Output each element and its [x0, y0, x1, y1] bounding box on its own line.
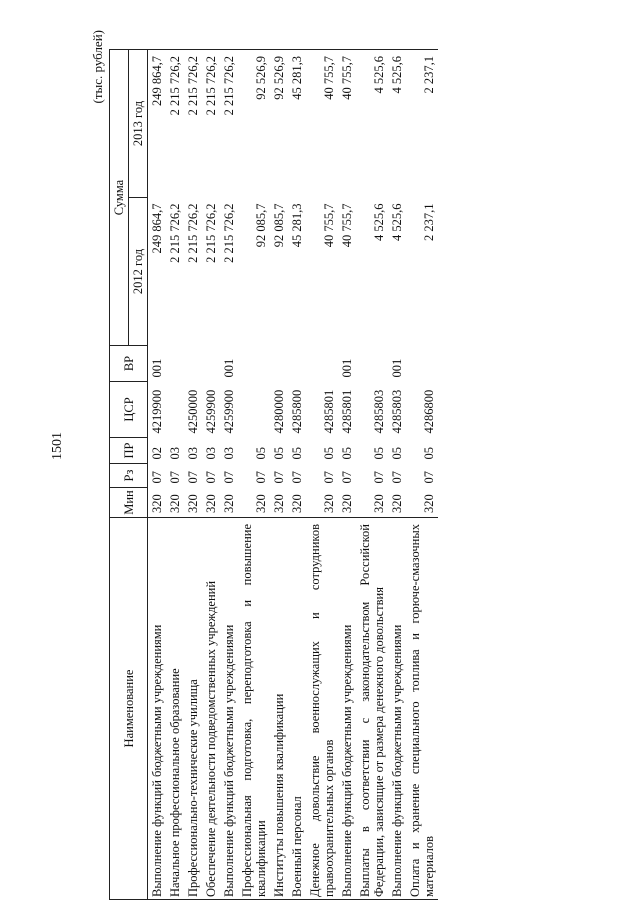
row-pr: 03	[186, 447, 200, 460]
row-rz: 07	[372, 471, 386, 484]
row-vr	[406, 346, 438, 382]
row-vr	[184, 346, 202, 382]
row-2013: 249 864,7	[148, 50, 167, 198]
row-pr: 03	[204, 447, 218, 460]
row-vr	[356, 346, 388, 382]
rotated-page	[87, 30, 547, 900]
row-2012: 2 215 726,2	[168, 203, 182, 263]
row-pr: 05	[290, 447, 304, 460]
header-pr: ПР	[110, 438, 148, 464]
row-2013: 92 526,9	[270, 50, 288, 198]
row-2013: 2 215 726,2	[202, 50, 220, 198]
table-row	[270, 50, 288, 900]
row-pr: 03	[222, 447, 236, 460]
row-pr: 05	[372, 447, 386, 460]
row-rz: 07	[272, 471, 286, 484]
row-min: 320	[290, 494, 304, 513]
row-csr: 4286800	[422, 389, 436, 434]
row-min: 320	[254, 494, 268, 513]
row-min: 320	[204, 494, 218, 513]
row-pr: 05	[254, 447, 268, 460]
row-2013: 2 237,1	[406, 50, 438, 198]
budget-table	[109, 49, 438, 900]
row-rz: 07	[186, 471, 200, 484]
row-pr: 05	[322, 447, 336, 460]
table-row	[220, 50, 238, 900]
row-csr: 4285800	[290, 389, 304, 434]
header-2012: 2012 год	[129, 198, 148, 346]
table-row	[288, 50, 306, 900]
row-2013: 2 215 726,2	[166, 50, 184, 198]
row-min: 320	[150, 494, 164, 513]
row-name: Начальное профессиональное образование	[166, 518, 184, 900]
row-2012: 2 215 726,2	[204, 203, 218, 263]
row-rz: 07	[390, 471, 404, 484]
table-row	[238, 50, 270, 900]
row-csr: 4285803	[372, 389, 386, 434]
row-vr: 001	[390, 358, 404, 378]
row-rz: 07	[340, 471, 354, 484]
row-csr: 4285803	[390, 389, 404, 434]
row-csr: 4285801	[322, 389, 336, 434]
row-name: Выплаты в соответствии с законодательством Российской Федерации, зависящие от размера денежного довольствия	[356, 518, 388, 900]
row-name: Выполнение функций бюджетными учреждениями	[388, 518, 406, 900]
row-min: 320	[340, 494, 354, 513]
row-2013: 2 215 726,2	[220, 50, 238, 198]
row-csr: 4219900	[150, 389, 164, 434]
row-pr: 05	[422, 447, 436, 460]
table-row	[166, 50, 184, 900]
row-pr: 02	[150, 447, 164, 460]
row-rz: 07	[322, 471, 336, 484]
row-2012: 2 237,1	[422, 203, 436, 241]
row-2012: 2 215 726,2	[186, 203, 200, 263]
row-csr: 4285801	[340, 389, 354, 434]
header-name: Наименование	[110, 518, 148, 900]
table-row	[148, 50, 167, 900]
row-2013: 40 755,7	[338, 50, 356, 198]
table-row	[202, 50, 220, 900]
row-vr	[166, 346, 184, 382]
row-min: 320	[372, 494, 386, 513]
row-name: Выполнение функций бюджетными учреждениями	[148, 518, 167, 900]
row-2013: 92 526,9	[238, 50, 270, 198]
table-row	[306, 50, 338, 900]
row-rz: 07	[290, 471, 304, 484]
row-2013: 45 281,3	[288, 50, 306, 198]
row-csr: 4259900	[222, 389, 236, 434]
header-csr: ЦСР	[110, 382, 148, 438]
row-vr	[270, 346, 288, 382]
row-2013: 2 215 726,2	[184, 50, 202, 198]
units-label: (тыс. рублей)	[90, 30, 105, 104]
row-name: Обеспечение деятельности подведомственных учреждений	[202, 518, 220, 900]
row-vr	[202, 346, 220, 382]
row-2012: 40 755,7	[322, 203, 336, 248]
row-rz: 07	[150, 471, 164, 484]
row-csr: 4280000	[272, 389, 286, 434]
row-rz: 07	[204, 471, 218, 484]
row-2012: 40 755,7	[340, 203, 354, 248]
row-name: Военный персонал	[288, 518, 306, 900]
row-2012: 2 215 726,2	[222, 203, 236, 263]
row-name: Профессиональная подготовка, переподготовка и повышение квалификации	[238, 518, 270, 900]
row-2012: 92 085,7	[272, 203, 286, 248]
row-min: 320	[322, 494, 336, 513]
row-2012: 45 281,3	[290, 203, 304, 248]
row-vr: 001	[150, 358, 164, 378]
row-rz: 07	[422, 471, 436, 484]
row-rz: 07	[168, 471, 182, 484]
row-rz: 07	[254, 471, 268, 484]
table-row	[184, 50, 202, 900]
row-min: 320	[168, 494, 182, 513]
row-name: Денежное довольствие военнослужащих и сотрудников правоохранительных органов	[306, 518, 338, 900]
row-min: 320	[186, 494, 200, 513]
row-csr	[166, 382, 184, 438]
row-vr	[238, 346, 270, 382]
table-body	[148, 50, 439, 900]
row-2012: 92 085,7	[254, 203, 268, 248]
table-row	[388, 50, 406, 900]
header-vr: ВР	[110, 346, 148, 382]
header-sum: Сумма	[110, 50, 129, 346]
row-vr	[288, 346, 306, 382]
row-min: 320	[272, 494, 286, 513]
row-2012: 4 525,6	[372, 203, 386, 241]
row-2013: 4 525,6	[356, 50, 388, 198]
row-rz: 07	[222, 471, 236, 484]
row-vr: 001	[222, 358, 236, 378]
row-2013: 40 755,7	[306, 50, 338, 198]
row-vr	[306, 346, 338, 382]
row-name: Выполнение функций бюджетными учреждениями	[220, 518, 238, 900]
row-csr: 4259900	[204, 389, 218, 434]
row-name: Институты повышения квалификации	[270, 518, 288, 900]
row-pr: 05	[272, 447, 286, 460]
row-pr: 03	[168, 447, 182, 460]
row-min: 320	[422, 494, 436, 513]
header-rz: Рз	[110, 464, 148, 488]
row-min: 320	[222, 494, 236, 513]
row-2013: 4 525,6	[388, 50, 406, 198]
row-name: Выполнение функций бюджетными учреждениями	[338, 518, 356, 900]
row-csr	[238, 382, 270, 438]
header-min: Мин	[110, 488, 148, 518]
row-pr: 05	[340, 447, 354, 460]
row-2012: 249 864,7	[150, 203, 164, 254]
row-name: Профессионально-технические училища	[184, 518, 202, 900]
table-row	[406, 50, 438, 900]
row-pr: 05	[390, 447, 404, 460]
header-2013: 2013 год	[129, 50, 148, 198]
row-min: 320	[390, 494, 404, 513]
table-row	[356, 50, 388, 900]
row-2012: 4 525,6	[390, 203, 404, 241]
row-vr: 001	[340, 358, 354, 378]
row-csr: 4250000	[186, 389, 200, 434]
page-number: 1501	[50, 432, 65, 460]
table-row	[338, 50, 356, 900]
row-name: Оплата и хранение специального топлива и горюче-смазочных материалов	[406, 518, 438, 900]
